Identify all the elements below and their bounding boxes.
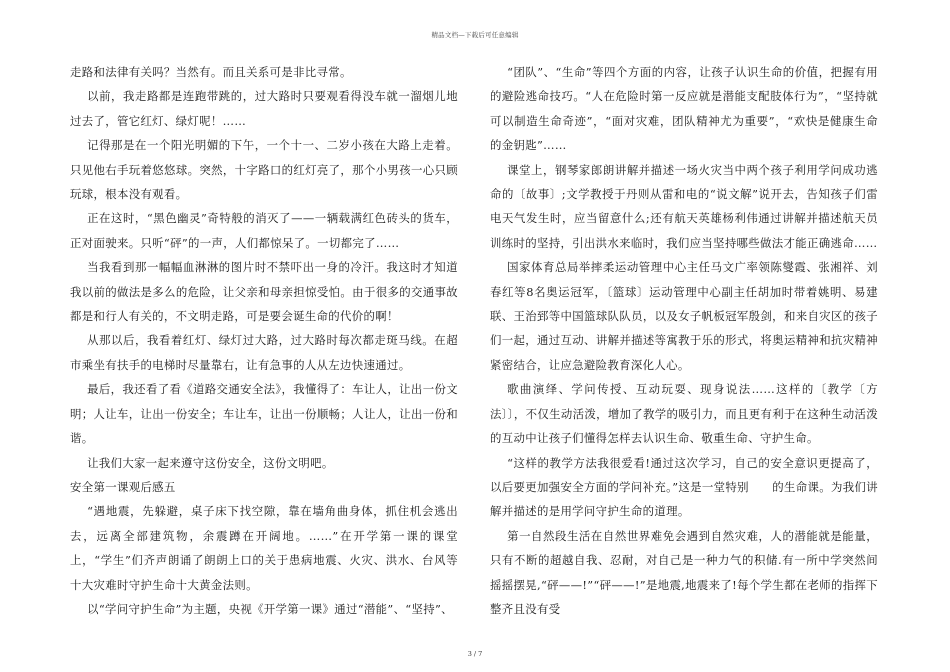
right-column — [490, 60, 878, 621]
page-header: 精品文档—下载后可任意编辑 — [431, 31, 519, 39]
paragraph: “这样的教学方法我很爱看!通过这次学习，自己的安全意识更提高了，以后要更加强安全方面的学问补充。”这是一堂特别 的生命课。为我们讲解并描述的是用学问守护生命的道理。 — [490, 455, 878, 519]
paragraph: “遇地震，先躲避，桌子床下找空隙，靠在墙角曲身体，抓住机会逃出去，远离全部建筑物，余震蹲在开阔地。……”在开学第一课的课堂上，“学生”们齐声朗诵了朗朗上口的关于患病地震、火灾、洪水、台风等十大灾难时守护生命十大黄金法则。 — [70, 504, 458, 592]
paragraph: 课堂上，钢琴家郎朗讲解并描述一场火灾当中两个孩子利用学问成功逃命的〔故事〕;文学教授于丹则从雷和电的“说文解”说开去，告知孩子们雷电天气发生时，应当留意什么;还有航天英雄杨利伟通过讲解并描述航天员训练时的坚持，引出洪水来临时，我们应当坚持哪些做法才能正确逃命…… — [490, 162, 878, 250]
paragraph: 第一自然段生活在自然世界难免会遇到自然灾难，人的潜能就是能量，只有不断的超越自我、忍耐，对自己是一种力气的积储.有一所中学突然间摇摇摆晃,“砰——!”“砰——!”是地震,地震来了!每个学生都在老师的指挥下整齐且没有受 — [490, 528, 878, 616]
paragraph: 以“学问守护生命”为主题，央视《开学第一课》通过“潜能”、“坚持”、 — [87, 601, 453, 616]
paragraph: 走路和法律有关吗？当然有。而且关系可是非比寻常。 — [70, 65, 352, 79]
paragraph: 正在这时，“黑色幽灵”奇特般的消灭了——一辆载满红色砖头的货车，正对面驶来。只听“砰”的一声，人们都惊呆了。一切都完了…… — [70, 211, 458, 250]
left-column — [70, 60, 458, 621]
paragraph: 以前，我走路都是连跑带跳的，过大路时只要观看得没车就一溜烟儿地过去了，管它红灯、绿灯呢！…… — [70, 89, 458, 128]
page-number: 3 / 7 — [467, 650, 483, 658]
paragraph: “团队”、“生命”等四个方面的内容，让孩子认识生命的价值，把握有用的避险逃命技巧。“人在危险时第一反应就是潜能支配肢体行为”，“坚持就可以制造生命奇迹”，“面对灾难，团队精神尤为重要”，“欢快是健康生命的金钥匙”…… — [490, 65, 878, 153]
paragraph: 让我们大家一起来遵守这份安全，这份文明吧。 — [87, 455, 334, 470]
paragraph: 国家体育总局举摔柔运动管理中心主任马文广率领陈燮霞、张湘祥、刘春红等8名奥运冠军，〔篮球〕运动管理中心副主任胡加时带着姚明、易建联、王治郅等中国篮球队队员，以及女子帆板冠军殷剑，和来自灾区的孩子们一起，通过互动、讲解并描述等寓教于乐的形式，将奥运精神和抗灾精神紧密结合，让应急避险教育深化人心。 — [490, 260, 878, 372]
paragraph: 从那以后，我看着红灯、绿灯过大路，过大路时每次都走斑马线。在超市乘坐有扶手的电梯时尽量靠右，让有急事的人从左边快速通过。 — [70, 333, 458, 372]
paragraph: 最后，我还看了看《道路交通安全法》，我懂得了：车让人，让出一份文明；人让车，让出一份安全；车让车，让出一份顺畅；人让人，让出一份和谐。 — [70, 382, 458, 446]
paragraph: 记得那是在一个阳光明媚的下午，一个十一、二岁小孩在大路上走着。只见他右手玩着悠悠球。突然，十字路口的红灯亮了，那个小男孩一心只顾玩球，根本没有观看。 — [70, 138, 458, 202]
section-heading: 安全第一课观后感五 — [70, 479, 176, 494]
paragraph: 当我看到那一幅幅血淋淋的图片时不禁吓出一身的冷汗。我这时才知道我以前的做法是多么的危险，让父亲和母亲担惊受怕。由于很多的交通事故都是和行人有关的，不文明走路，可是要会诞生命的代价的啊！ — [70, 260, 458, 324]
paragraph: 歌曲演绎、学问传授、互动玩耍、现身说法……这样的〔教学〔方法〕〕，不仅生动活泼，增加了教学的吸引力，而且更有利于在这种生动活泼的互动中让孩子们懂得怎样去认识生命、敬重生命、守护生命。 — [490, 382, 878, 446]
